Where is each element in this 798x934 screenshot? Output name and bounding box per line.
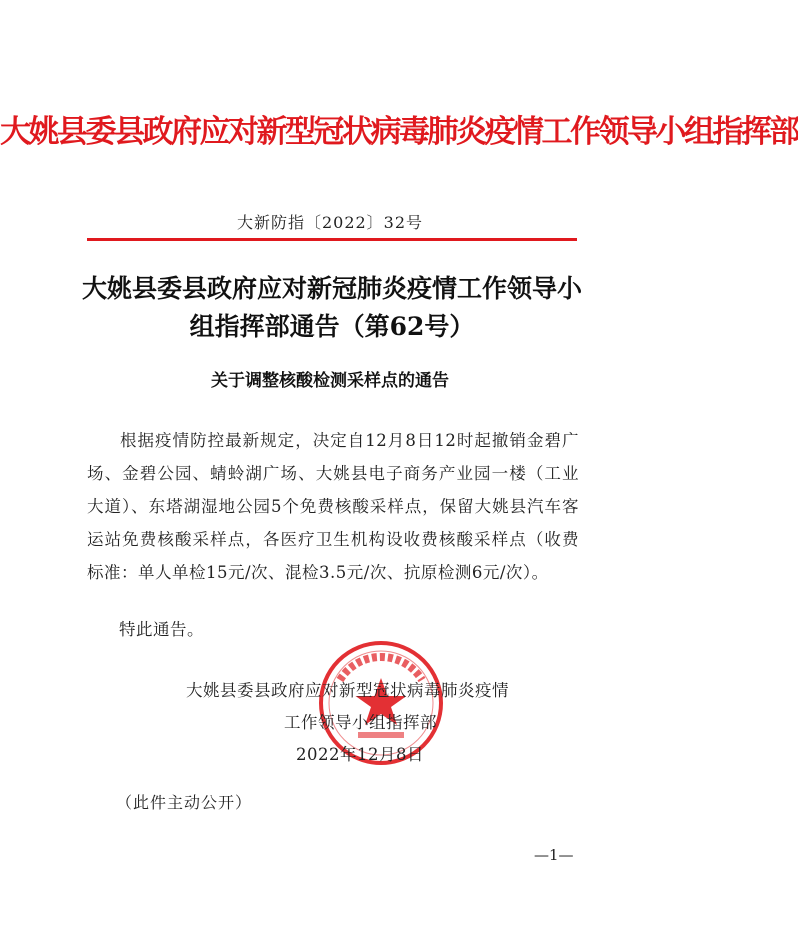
closing-phrase: 特此通告。 <box>119 620 204 639</box>
notice-title: 大姚县委县政府应对新冠肺炎疫情工作领导小组指挥部通告（第62号） <box>82 274 583 341</box>
issuer-masthead: 大姚县委县政府应对新型冠状病毒肺炎疫情工作领导小组指挥部 <box>0 114 798 150</box>
signature-organization-line1: 大姚县委县政府应对新型冠状病毒肺炎疫情 <box>186 681 509 700</box>
signature-organization-line2: 工作领导小组指挥部 <box>284 713 437 732</box>
document-number: 大新防指〔2022〕32号 <box>236 213 424 232</box>
red-divider-line <box>87 238 577 241</box>
public-disclosure-note: （此件主动公开） <box>116 793 253 812</box>
signature-date: 2022年12月8日 <box>296 745 424 764</box>
page-number: —1— <box>534 846 574 864</box>
notice-subtitle: 关于调整核酸检测采样点的通告 <box>211 371 449 391</box>
notice-body-paragraph: 根据疫情防控最新规定，决定自12月8日12时起撤销金碧广场、金碧公园、蜻蛉湖广场、大姚县电子商务产业园一楼（工业大道）、东塔湖湿地公园5个免费核酸采样点，保留大姚县汽车客运站免费核酸采样点，各医疗卫生机构设收费核酸采样点（收费标准：单人单检15元/次、混检3.5元/次、抗原检测6元/次）。 <box>87 431 579 582</box>
